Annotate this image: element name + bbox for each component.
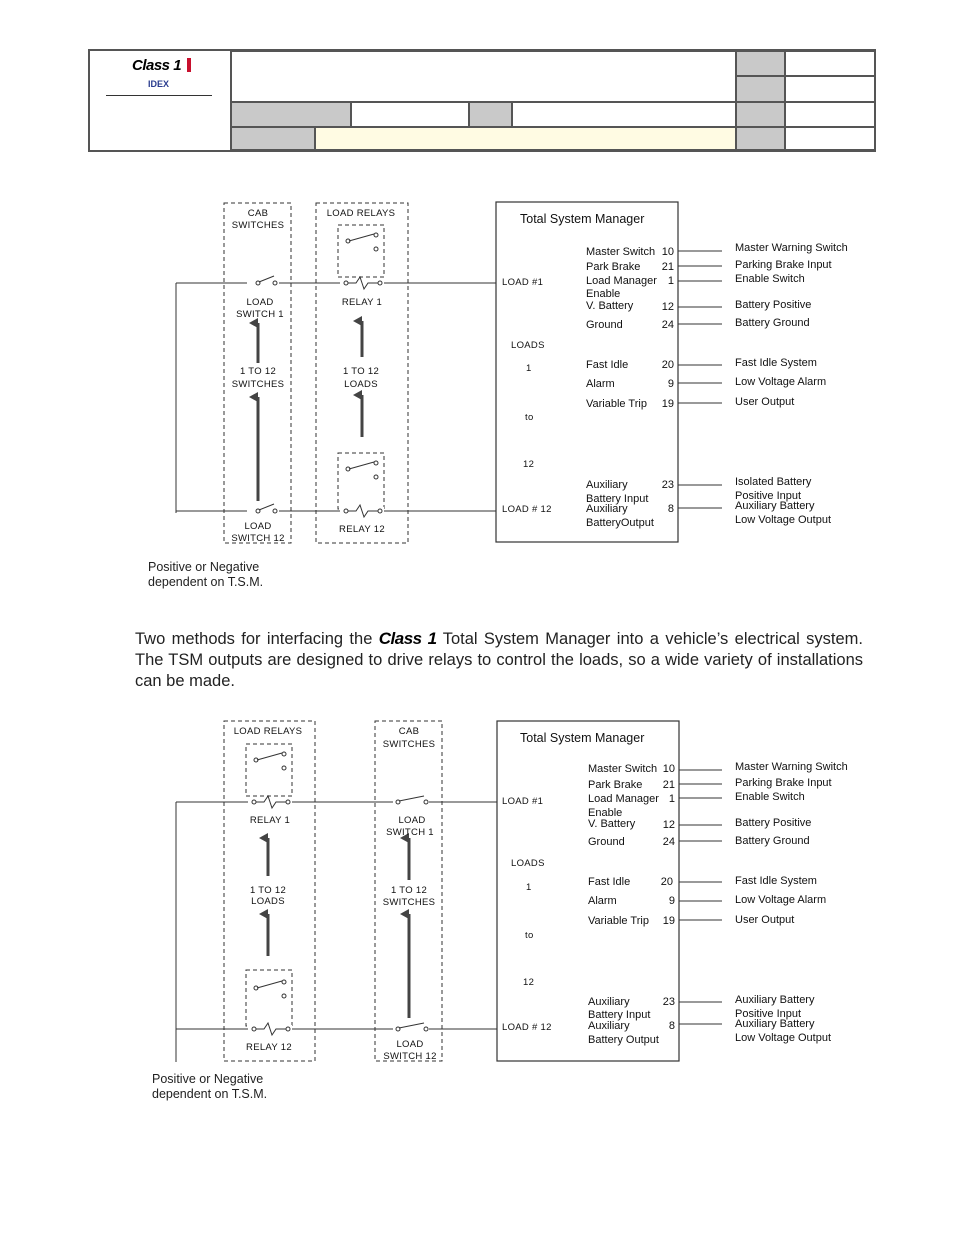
pin-auxiliary: Auxiliary [586,479,628,491]
load-switch1-label-b: SWITCH 1 [236,309,284,320]
load-switch1-label-2a: LOAD [398,815,426,826]
out-low-voltage-output: Low Voltage Output [735,514,832,526]
relay12-label-2: RELAY 12 [246,1042,292,1053]
relay1-label: RELAY 1 [341,297,383,308]
pin-v-battery-2: V. Battery [588,818,636,830]
pin-master-switch-2: Master Switch [588,763,658,775]
out-enable-switch-2: Enable Switch [735,791,805,803]
out-isolated-battery: Isolated Battery [735,476,812,488]
header-grey-cell-b [736,76,785,102]
intro-text-after: Total System Manager into a vehicle’s electrical system. The TSM outputs are designed to drive relays to control the loads, so a wide variety of installations can be made. [135,630,864,690]
range-switches-label-a: 1 TO 12 [239,366,277,377]
pin-v-battery-no: 12 [661,301,674,313]
pin-battery-input: Battery Input [586,493,649,505]
tsm-title: Total System Manager [520,212,645,226]
wiring-diagram-1 [0,185,954,605]
logo-cell [90,51,231,150]
intro-text-before: Two methods for interfacing the [135,630,373,648]
range-loads-label-2b: LOADS [251,896,285,907]
pin-master-switch: Master Switch [586,246,656,258]
load-switch12-label-2a: LOAD [396,1039,424,1050]
range-loads-label-2a: 1 TO 12 [249,885,287,896]
intro-paragraph [135,628,863,692]
pin-alarm-2: Alarm [588,895,617,907]
out-auxiliary-battery-2b: Auxiliary Battery [735,1018,815,1030]
range-12-label-2: 12 [523,977,535,988]
pin-v-battery: V. Battery [586,300,634,312]
out-battery-ground: Battery Ground [735,317,810,329]
out-auxiliary-battery: Auxiliary Battery [735,500,815,512]
pin-ground-no: 24 [661,319,674,331]
out-battery-ground-2: Battery Ground [735,835,810,847]
pin-variable-trip-2: Variable Trip [588,915,649,927]
out-low-voltage-output-2: Low Voltage Output [735,1032,832,1044]
out-fast-idle-system-2: Fast Idle System [735,875,817,887]
pin-battery-input-2: Battery Input [588,1009,651,1021]
out-battery-positive: Battery Positive [735,299,812,311]
range-switches-label-2b: SWITCHES [382,897,436,908]
out-fast-idle-system: Fast Idle System [735,357,817,369]
pin-ground: Ground [586,319,623,331]
pin-load-manager-2: Load Manager [588,793,659,805]
load12-label-2: LOAD # 12 [502,1022,552,1033]
range-loads-label-b: LOADS [344,379,378,390]
loads-label: LOADS [511,340,545,351]
load-switch1-label-a: LOAD [246,297,274,308]
load-relays-label-2: LOAD RELAYS [233,726,303,737]
load1-label-2: LOAD #1 [502,796,544,807]
polarity-note-1-line2: dependent on T.S.M. [148,575,264,589]
pin-enable: Enable [586,288,621,300]
pin-v-battery-no-2: 12 [662,819,675,831]
header-grey-cell-f [231,127,315,150]
pin-battery-output: BatteryOutput [586,517,654,529]
range-switches-label-b: SWITCHES [231,379,285,390]
header-value-cell-b [785,76,876,102]
out-enable-switch: Enable Switch [735,273,805,285]
header-title-cell [231,51,736,102]
range-loads-label-a: 1 TO 12 [342,366,380,377]
pin-auxiliary2-no-2: 8 [668,1020,675,1032]
load-switch12-label-2b: SWITCH 12 [383,1051,437,1062]
header-grey-cell-c [231,102,351,127]
range-to-label: to [525,412,534,423]
polarity-note-1 [148,560,263,590]
out-master-warning: Master Warning Switch [735,242,848,254]
pin-variable-trip-no: 19 [661,398,674,410]
polarity-note-2 [152,1072,267,1102]
pin-auxiliary-no-2: 23 [662,996,675,1008]
pin-fast-idle-2: Fast Idle [588,876,631,888]
pin-battery-output-2: Battery Output [588,1034,659,1046]
header-grey-cell-d [469,102,512,127]
header-value-cell-d [512,102,736,127]
pin-master-switch-no: 10 [661,246,674,258]
pin-auxiliary-no: 23 [661,479,674,491]
range-switches-label-2a: 1 TO 12 [390,885,428,896]
logo-flag-icon [187,58,191,72]
pin-park-brake-2: Park Brake [588,779,643,791]
out-low-voltage-alarm-2: Low Voltage Alarm [735,894,827,906]
pin-ground-2: Ground [588,836,625,848]
pin-alarm-no-2: 9 [668,895,675,907]
pin-master-switch-no-2: 10 [662,763,675,775]
logo-divider [106,95,212,96]
header-value-cell-g [785,127,876,150]
pin-auxiliary2-no: 8 [667,503,674,515]
out-parking-brake-2: Parking Brake Input [735,777,832,789]
pin-auxiliary-2: Auxiliary [588,996,630,1008]
range-to-label-2: to [525,930,534,941]
header-value-cell-a [785,51,876,76]
pin-variable-trip: Variable Trip [586,398,647,410]
range-1-label: 1 [526,363,532,374]
out-auxiliary-battery-2a: Auxiliary Battery [735,994,815,1006]
polarity-note-2-line1: Positive or Negative [152,1072,264,1086]
pin-load-manager-no-2: 1 [668,793,675,805]
pin-variable-trip-no-2: 19 [662,915,675,927]
tsm-title-2: Total System Manager [520,731,645,745]
wiring-diagram-2 [0,704,954,1104]
range-1-label-2: 1 [526,882,532,893]
cab-label-2: CAB [398,726,420,737]
pin-enable-2: Enable [588,807,623,819]
header-grey-cell-e [736,102,785,127]
out-master-warning-2: Master Warning Switch [735,761,848,773]
output-leads-2 [679,770,722,1024]
load-switch12-label-b: SWITCH 12 [231,533,285,544]
pin-load-manager-no: 1 [667,275,674,287]
pin-auxiliary2: Auxiliary [586,503,628,515]
pin-fast-idle-no-2: 20 [660,876,673,888]
out-low-voltage-alarm: Low Voltage Alarm [735,376,827,388]
out-parking-brake: Parking Brake Input [735,259,832,271]
header-value-cell-e [785,102,876,127]
output-leads-1 [678,251,722,508]
out-user-output-2: User Output [735,914,795,926]
class1-logo: Class 1 [132,57,182,74]
load1-label: LOAD #1 [502,277,544,288]
pin-load-manager: Load Manager [586,275,657,287]
out-positive-input: Positive Input [735,490,802,502]
pin-fast-idle-no: 20 [661,359,674,371]
switches-label-2: SWITCHES [382,739,436,750]
relay12-label: RELAY 12 [339,524,385,535]
header-grey-cell-a [736,51,785,76]
pin-fast-idle: Fast Idle [586,359,629,371]
load12-label: LOAD # 12 [502,504,552,515]
out-user-output: User Output [735,396,795,408]
pin-park-brake-no: 21 [661,261,674,273]
idex-logo: IDEX [148,79,170,89]
load-relays-label: LOAD RELAYS [326,208,396,219]
out-positive-input-2: Positive Input [735,1008,802,1020]
pin-ground-no-2: 24 [662,836,675,848]
switches-label: SWITCHES [231,220,285,231]
pin-alarm: Alarm [586,378,615,390]
out-battery-positive-2: Battery Positive [735,817,812,829]
load-switch12-label-a: LOAD [244,521,272,532]
header-value-cell-c [351,102,469,127]
polarity-note-1-line1: Positive or Negative [148,560,260,574]
header-cream-cell [315,127,736,150]
header-grey-cell-g [736,127,785,150]
cab-label: CAB [247,208,269,219]
load-switch1-label-2b: SWITCH 1 [386,827,434,838]
pin-auxiliary2-2: Auxiliary [588,1020,630,1032]
relay1-label-2: RELAY 1 [249,815,291,826]
document-header [88,49,876,152]
range-12-label: 12 [523,459,535,470]
class1-inline-logo: Class 1 [378,629,437,648]
pin-park-brake: Park Brake [586,261,641,273]
pin-alarm-no: 9 [667,378,674,390]
polarity-note-2-line2: dependent on T.S.M. [152,1087,268,1101]
pin-park-brake-no-2: 21 [662,779,675,791]
loads-label-2: LOADS [511,858,545,869]
